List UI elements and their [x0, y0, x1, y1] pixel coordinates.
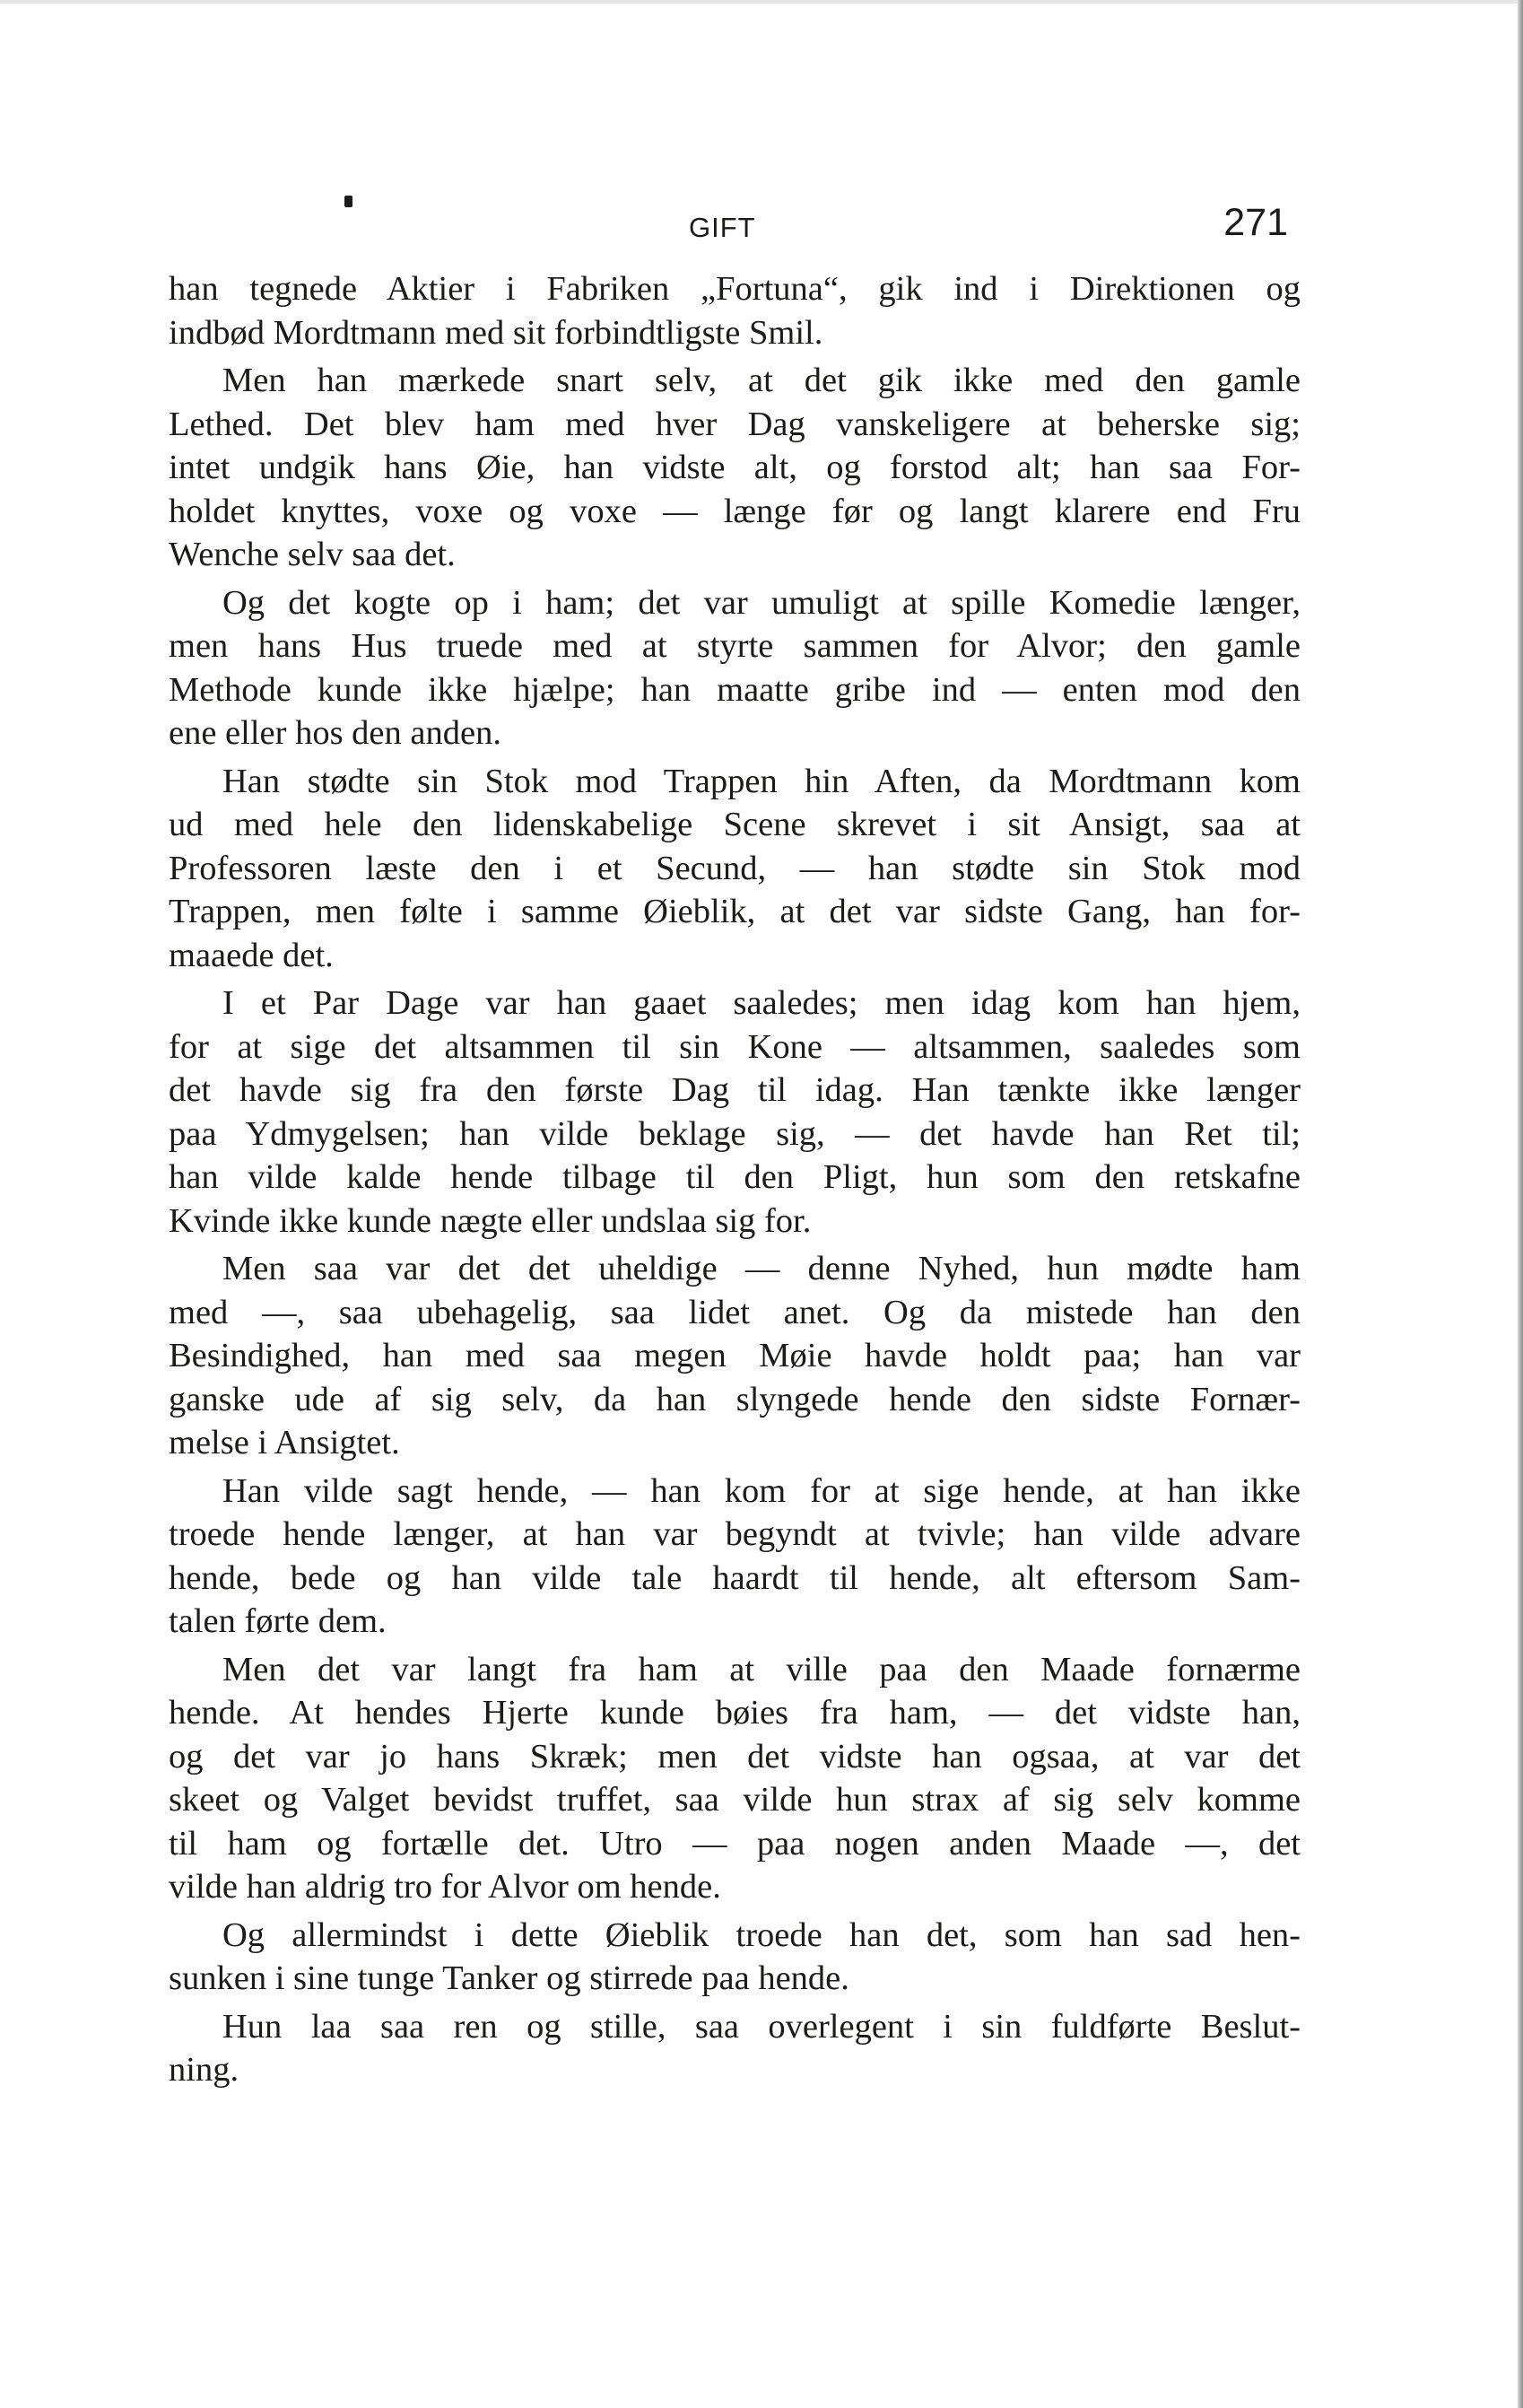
text-line: Men saa var det det uheldige — denne Nyhed, hun mødte ham: [222, 1250, 1301, 1287]
text-line: I et Par Dage var han gaaet saaledes; men idag kom han hjem,: [222, 984, 1301, 1022]
paragraph: [169, 982, 1301, 1243]
text-line: Han stødte sin Stok mod Trappen hin Aften, da Mordtmann kom: [222, 762, 1301, 800]
paragraph: [169, 359, 1301, 577]
text-line: men hans Hus truede med at styrte sammen for Alvor; den gamle: [169, 627, 1301, 665]
paragraph: [169, 581, 1301, 755]
text-line: maaede det.: [169, 936, 334, 974]
text-line: Lethed. Det blev ham med hver Dag vanskeligere at beherske sig;: [169, 405, 1301, 443]
text-line: holdet knyttes, voxe og voxe — længe før og langt klarere end Fru: [169, 492, 1301, 530]
text-line: Og allermindst i dette Øieblik troede han det, som han sad hen-: [222, 1915, 1301, 1954]
text-line: ganske ude af sig selv, da han slyngede hende den sidste Fornær-: [169, 1380, 1301, 1418]
text-line: ning.: [169, 2051, 239, 2089]
text-line: melse i Ansigtet.: [169, 1424, 400, 1461]
text-line: og det var jo hans Skræk; men det vidste han ogsaa, at var det: [169, 1737, 1301, 1775]
text-line: Professoren læste den i et Secund, — han stødte sin Stok mod: [169, 849, 1301, 887]
text-line: med —, saa ubehagelig, saa lidet anet. Og da mistede han den: [169, 1293, 1301, 1331]
text-line: Wenche selv saa det.: [169, 536, 456, 573]
text-line: Men det var langt fra ham at ville paa den Maade fornærme: [222, 1650, 1301, 1688]
text-line: for at sige det altsammen til sin Kone — altsammen, saaledes som: [169, 1027, 1301, 1066]
page-number: 271: [1223, 201, 1288, 244]
text-line: ud med hele den lidenskabelige Scene skrevet i sit Ansigt, saa at: [169, 806, 1301, 843]
text-line: talen førte dem.: [169, 1602, 387, 1640]
paragraph: [169, 1470, 1301, 1644]
text-line: indbød Mordtmann med sit forbindtligste Smil.: [169, 313, 823, 352]
paragraph: [169, 760, 1301, 978]
paragraph: [169, 267, 1301, 354]
text-line: han vilde kalde hende tilbage til den Pligt, hun som den retskafne: [169, 1158, 1301, 1196]
text-line: hende, bede og han vilde tale haardt til hende, alt eftersom Sam-: [169, 1558, 1301, 1597]
text-line: Hun laa saa ren og stille, saa overlegent i sin fuldførte Beslut-: [222, 2007, 1301, 2046]
running-title: GIFT: [689, 212, 756, 243]
text-line: intet undgik hans Øie, han vidste alt, og forstod alt; han saa For-: [169, 449, 1301, 486]
page-header: [169, 190, 1301, 244]
paragraph: [169, 1247, 1301, 1465]
text-line: vilde han aldrig tro for Alvor om hende.: [169, 1868, 721, 1906]
body-text: [169, 267, 1301, 2097]
text-line: ene eller hos den anden.: [169, 714, 501, 752]
text-line: Trappen, men følte i samme Øieblik, at det var sidste Gang, han for-: [169, 893, 1301, 930]
text-line: Han vilde sagt hende, — han kom for at sige hende, at han ikke: [222, 1471, 1301, 1510]
text-line: Og det kogte op i ham; det var umuligt at spille Komedie længer,: [222, 583, 1301, 622]
text-line: Kvinde ikke kunde nægte eller undslaa sig for.: [169, 1201, 812, 1240]
text-line: sunken i sine tunge Tanker og stirrede paa hende.: [169, 1959, 849, 1997]
text-line: Men han mærkede snart selv, at det gik ikke med den gamle: [222, 362, 1301, 399]
text-line: Methode kunde ikke hjælpe; han maatte gribe ind — enten mod den: [169, 670, 1301, 709]
paragraph: [169, 1914, 1301, 2001]
text-line: hende. At hendes Hjerte kunde bøies fra ham, — det vidste han,: [169, 1694, 1301, 1732]
text-line: det havde sig fra den første Dag til idag. Han tænkte ikke længer: [169, 1071, 1301, 1109]
text-line: troede hende længer, at han var begyndt at tvivle; han vilde advare: [169, 1515, 1301, 1553]
printer-mark: [344, 196, 352, 207]
text-line: Besindighed, han med saa megen Møie havde holdt paa; han var: [169, 1337, 1301, 1374]
text-line: han tegnede Aktier i Fabriken „Fortuna“, gik ind i Direktionen og: [169, 270, 1301, 308]
text-line: paa Ydmygelsen; han vilde beklage sig, — det havde han Ret til;: [169, 1114, 1301, 1153]
text-line: skeet og Valget bevidst truffet, saa vilde hun strax af sig selv komme: [169, 1781, 1301, 1819]
paragraph: [169, 2005, 1301, 2092]
text-line: til ham og fortælle det. Utro — paa nogen anden Maade —, det: [169, 1824, 1301, 1863]
paragraph: [169, 1648, 1301, 1909]
